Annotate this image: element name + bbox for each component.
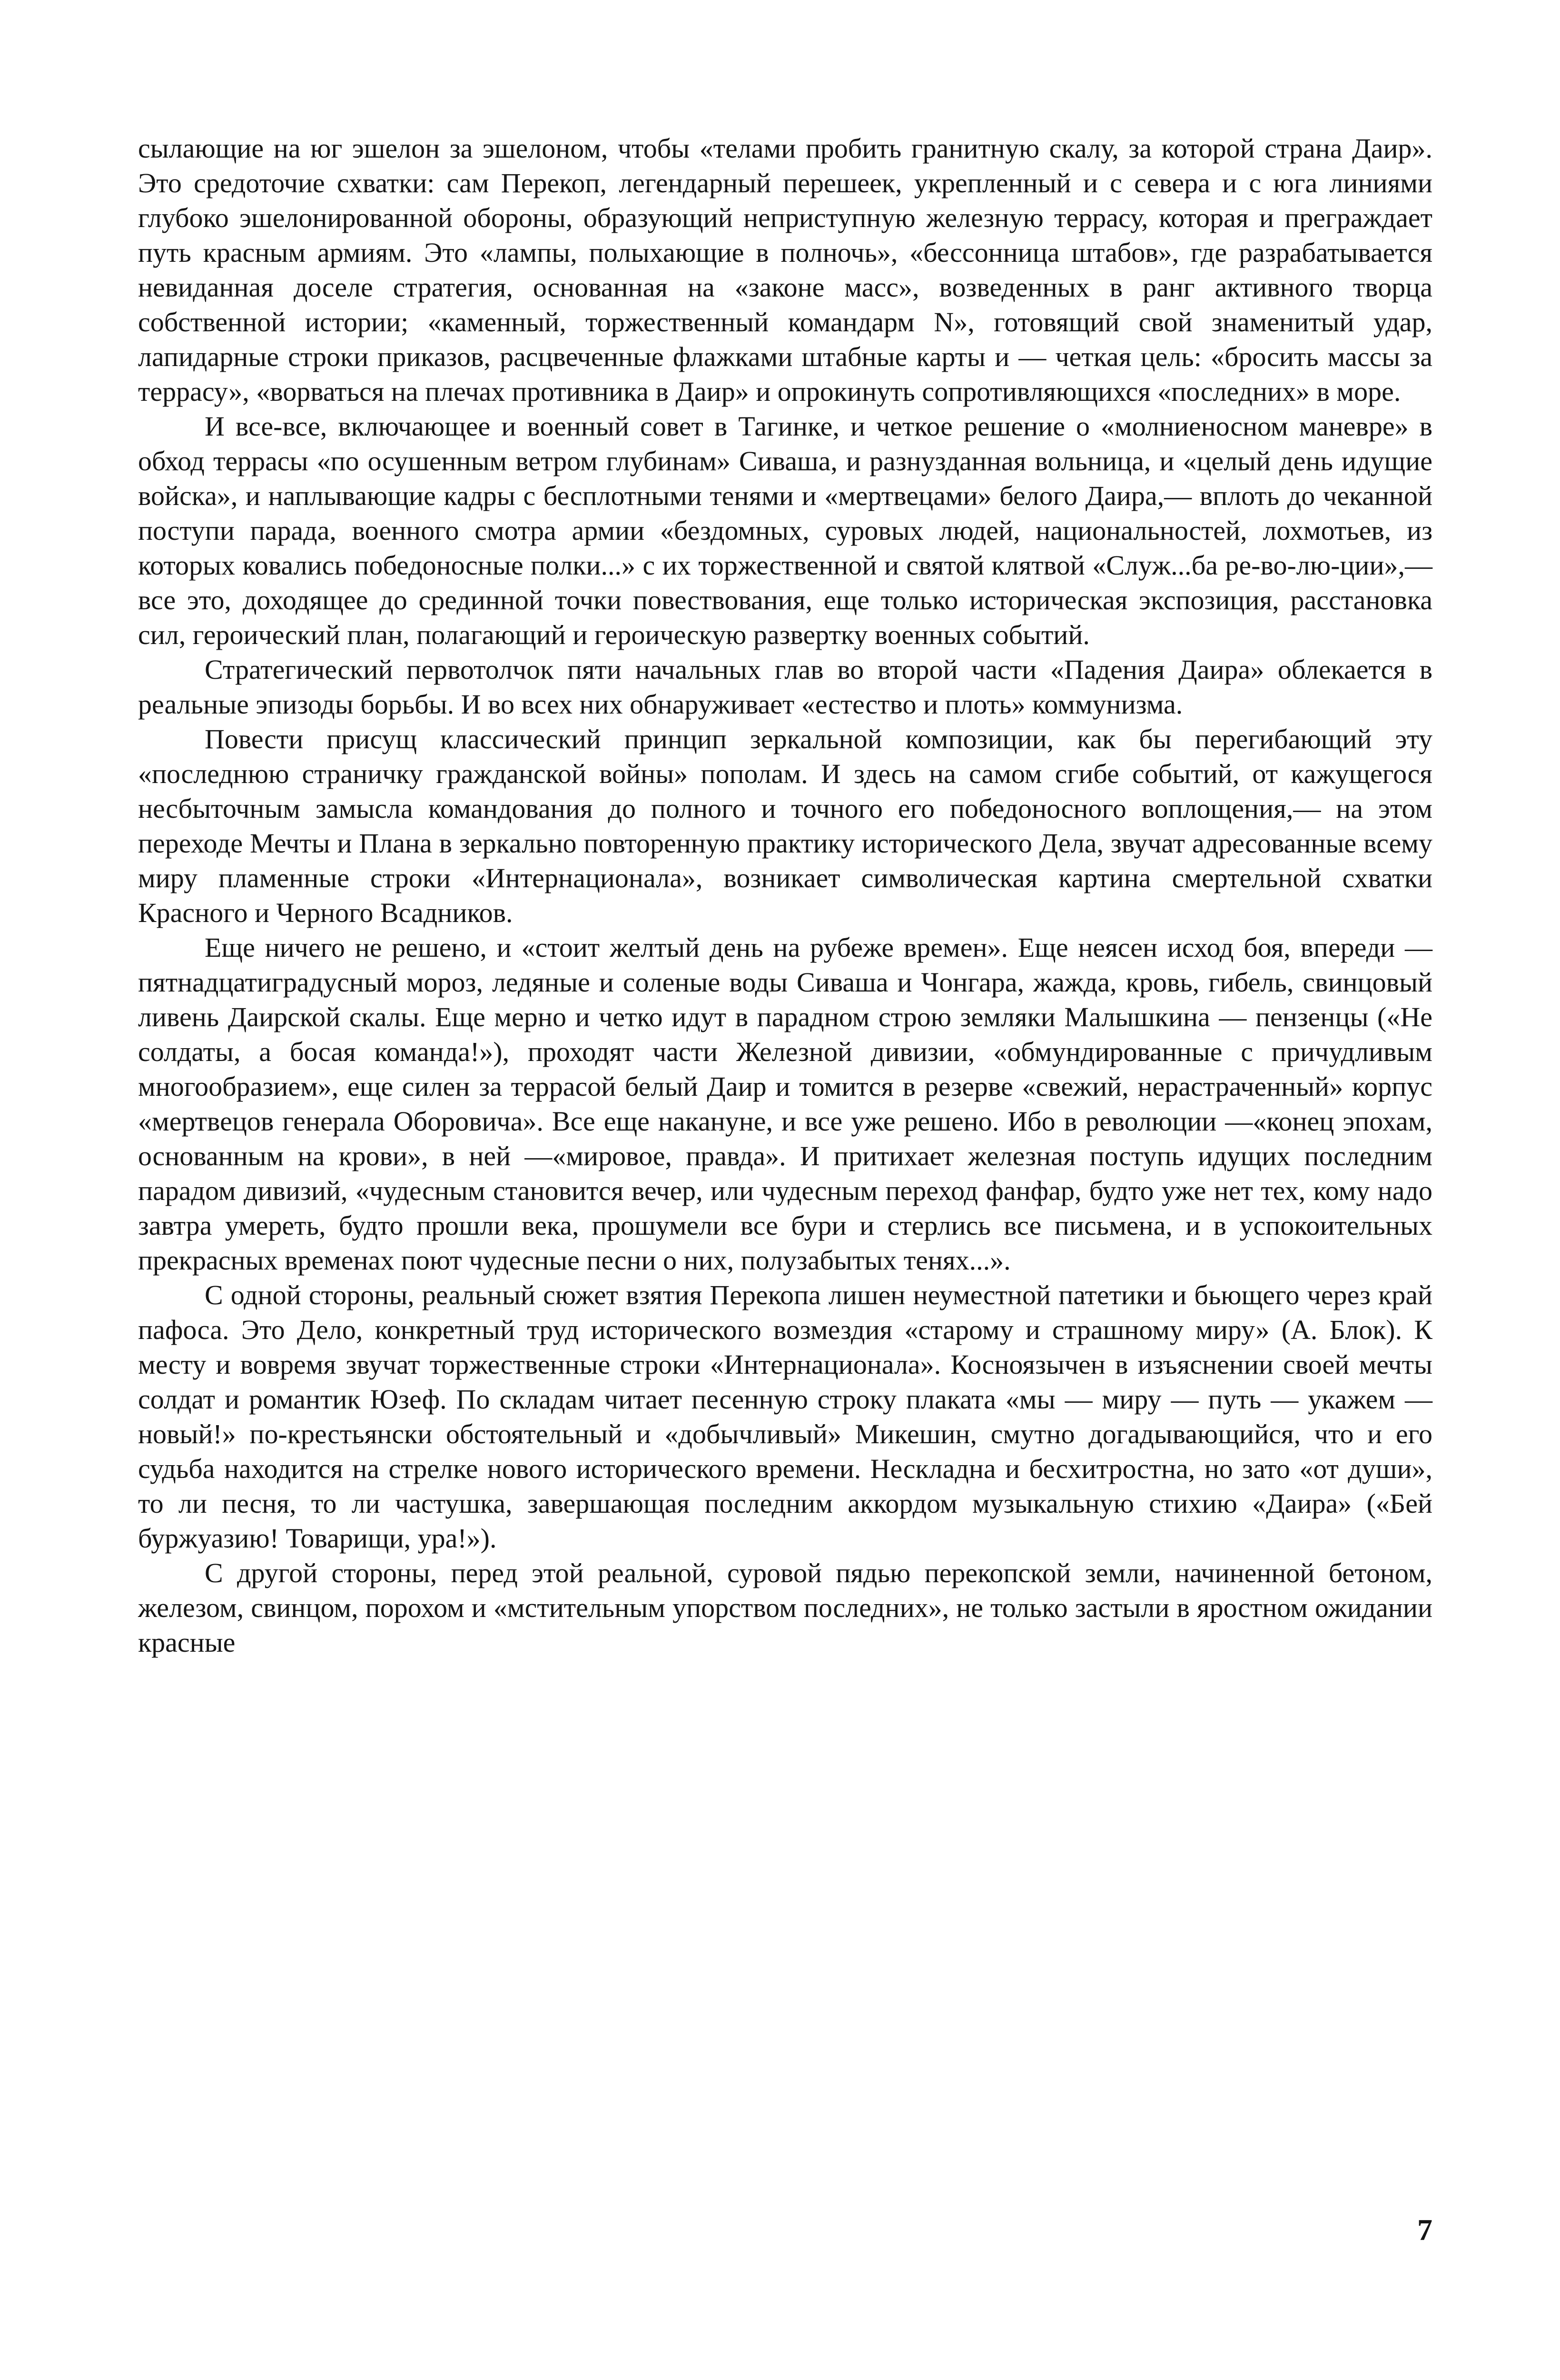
paragraph-1: сылающие на юг эшелон за эшелоном, чтобы «телами пробить гранитную скалу, за которой страна Даир». Это средоточие схватки: сам Перекоп, легендарный перешеек, укрепленный и с севера и с юга линиями глубоко эшелонированной обороны, образующий неприступную железную террасу, которая и преграждает путь красным армиям. Это «лампы, полыхающие в полночь», «бессонница штабов», где разрабатывается невиданная доселе стратегия, основанная на «законе масс», возведенных в ранг активного творца собственной истории; «каменный, торжественный командарм N», готовящий свой знаменитый удар, лапидарные строки приказов, расцвеченные флажками штабные карты и — четкая цель: «бросить массы за террасу», «ворваться на плечах противника в Даир» и опрокинуть сопротивляющихся «последних» в море. xyxy=(138,133,1432,407)
paragraph-6: С одной стороны, реальный сюжет взятия Перекопа лишен неуместной патетики и бьющего через край пафоса. Это Дело, конкретный труд исторического возмездия «старому и страшному миру» (А. Блок). К месту и вовремя звучат торжественные строки «Интернационала». Косноязычен в изъяснении своей мечты солдат и романтик Юзеф. По складам читает песенную строку плаката «мы — миру — путь — укажем — новый!» по-крестьянски обстоятельный и «добычливый» Микешин, смутно догадывающийся, что и его судьба находится на стрелке нового исторического времени. Нескладна и бесхитростна, но зато «от души», то ли песня, то ли частушка, завершающая последним аккордом музыкальную стихию «Даира» («Бей буржуазию! Товарищи, ура!»). xyxy=(138,1279,1432,1554)
paragraph-4: Повести присущ классический принцип зеркальной композиции, как бы перегибающий эту «последнюю страничку гражданской войны» пополам. И здесь на самом сгибе событий, от кажущегося несбыточным замысла командования до полного и точного его победоносного воплощения,— на этом переходе Мечты и Плана в зеркально повторенную практику исторического Дела, звучат адресованные всему миру пламенные строки «Интернационала», возникает символическая картина смертельной схватки Красного и Черного Всадников. xyxy=(138,724,1432,928)
paragraph-2: И все-все, включающее и военный совет в Тагинке, и четкое решение о «молниеносном маневре» в обход террасы «по осушенным ветром глубинам» Сиваша, и разнузданная вольница, и «целый день идущие войска», и наплывающие кадры с бесплотными тенями и «мертвецами» белого Даира,— вплоть до чеканной поступи парада, военного смотра армии «бездомных, суровых людей, национальностей, лохмотьев, из которых ковались победоносные полки...» с их торжественной и святой клятвой «Служ...ба ре-во-лю-ции»,— все это, доходящее до срединной точки повествования, еще только историческая экспозиция, расстановка сил, героический план, полагающий и героическую развертку военных событий. xyxy=(138,411,1432,650)
paragraph-7: С другой стороны, перед этой реальной, суровой пядью перекопской земли, начиненной бетоном, железом, свинцом, порохом и «мстительным упорством последних», не только застыли в яростном ожидании красные xyxy=(138,1557,1432,1658)
page-number: 7 xyxy=(1417,2213,1432,2247)
paragraph-3: Стратегический первотолчок пяти начальных глав во второй части «Падения Даира» облекается в реальные эпизоды борьбы. И во всех них обнаруживает «естество и плоть» коммунизма. xyxy=(138,654,1432,720)
paragraph-5: Еще ничего не решено, и «стоит желтый день на рубеже времен». Еще неясен исход боя, впереди — пятнадцатиградусный мороз, ледяные и соленые воды Сиваша и Чонгара, жажда, кровь, гибель, свинцовый ливень Даирской скалы. Еще мерно и четко идут в парадном строю земляки Малышкина — пензенцы («Не солдаты, а босая команда!»), проходят части Железной дивизии, «обмундированные с причудливым многообразием», еще силен за террасой белый Даир и томится в резерве «свежий, нерастраченный» корпус «мертвецов генерала Оборовича». Все еще накануне, и все уже решено. Ибо в революции —«конец эпохам, основанным на крови», в ней —«мировое, правда». И притихает железная поступь идущих последним парадом дивизий, «чудесным становится вечер, или чудесным переход фанфар, будто уже нет тех, кому надо завтра умереть, будто прошли века, прошумели все бури и стерлись все письмена, и в успокоительных прекрасных временах поют чудесные песни о них, полузабытых тенях...». xyxy=(138,932,1432,1276)
page-text xyxy=(138,131,1432,1660)
